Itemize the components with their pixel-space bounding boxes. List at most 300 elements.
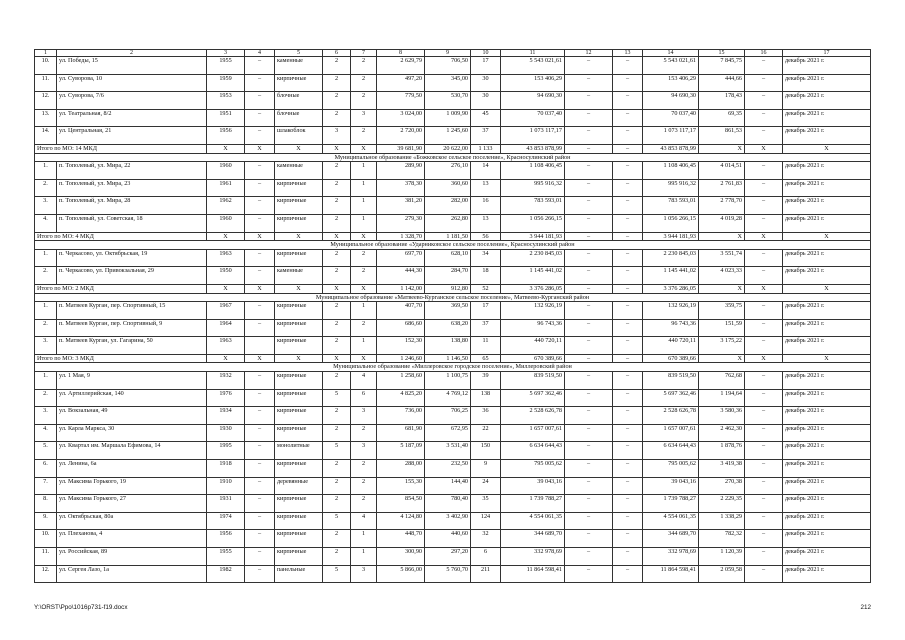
table-cell: –	[613, 162, 643, 180]
table-row	[35, 162, 871, 180]
table-cell: –	[745, 477, 783, 495]
table-cell: –	[565, 389, 613, 407]
table-cell: ул. Артиллерийская, 140	[57, 389, 207, 407]
table-cell: 4 023,33	[699, 267, 745, 285]
table-row	[35, 372, 871, 390]
table-row	[35, 267, 871, 285]
table-cell: 270,38	[699, 477, 745, 495]
table-cell: 3 531,40	[425, 442, 471, 460]
table-cell: –	[245, 495, 275, 513]
table-cell: 2	[323, 57, 351, 75]
table-cell: –	[613, 109, 643, 127]
table-cell: кирпичные	[275, 214, 323, 232]
table-cell: 5 697 362,46	[501, 389, 565, 407]
table-cell: 2.	[35, 389, 57, 407]
table-row	[35, 92, 871, 110]
total-cell: X	[275, 284, 323, 293]
table-cell: 1962	[207, 197, 245, 215]
table-cell: 795 005,62	[501, 460, 565, 478]
table-cell: –	[745, 319, 783, 337]
table-cell: –	[565, 407, 613, 425]
table-cell: 3 580,36	[699, 407, 745, 425]
table-cell: 284,70	[425, 267, 471, 285]
table-cell: 3.	[35, 407, 57, 425]
total-cell: X	[207, 232, 245, 241]
table-cell: декабрь 2021 г.	[783, 162, 871, 180]
total-cell: 1 246,60	[377, 354, 425, 363]
table-cell: 39 043,16	[643, 477, 699, 495]
table-cell: 150	[471, 442, 501, 460]
table-cell: 36	[471, 407, 501, 425]
table-cell: 9	[471, 460, 501, 478]
table-row	[35, 407, 871, 425]
table-cell: 24	[471, 477, 501, 495]
table-cell: –	[745, 92, 783, 110]
table-cell: 2	[323, 477, 351, 495]
table-cell: декабрь 2021 г.	[783, 565, 871, 583]
table-cell: 1961	[207, 179, 245, 197]
table-cell: кирпичные	[275, 197, 323, 215]
table-cell: 138,80	[425, 337, 471, 355]
table-cell: 6	[471, 548, 501, 566]
total-cell: 1 146,50	[425, 354, 471, 363]
table-cell: 2	[351, 127, 377, 145]
table-cell: 17	[471, 302, 501, 320]
table-cell: 2	[323, 179, 351, 197]
table-cell: 3	[323, 127, 351, 145]
column-number: 17	[783, 50, 871, 57]
table-cell: 1 073 117,17	[501, 127, 565, 145]
table-cell: –	[745, 495, 783, 513]
table-cell: –	[745, 389, 783, 407]
table-cell: ул. Карла Маркса, 30	[57, 424, 207, 442]
total-cell: –	[565, 284, 613, 293]
table-cell: –	[245, 127, 275, 145]
table-cell: –	[245, 267, 275, 285]
table-cell: 5.	[35, 442, 57, 460]
table-cell: –	[745, 407, 783, 425]
table-cell: 2	[351, 460, 377, 478]
table-cell: 1 120,39	[699, 548, 745, 566]
table-cell: ул. Победы, 15	[57, 57, 207, 75]
table-cell: 2	[323, 249, 351, 267]
table-cell: 96 743,36	[501, 319, 565, 337]
table-cell: п. Матвеев Курган, пер. Спортивный, 9	[57, 319, 207, 337]
table-cell: 3 024,00	[377, 109, 425, 127]
table-cell: 530,70	[425, 92, 471, 110]
table-cell: –	[613, 460, 643, 478]
table-cell: –	[565, 495, 613, 513]
table-cell: –	[745, 442, 783, 460]
table-cell: 2	[323, 92, 351, 110]
table-cell: –	[565, 319, 613, 337]
table-cell: 1.	[35, 372, 57, 390]
table-row	[35, 389, 871, 407]
table-cell: декабрь 2021 г.	[783, 389, 871, 407]
table-cell: 1982	[207, 565, 245, 583]
table-cell: –	[245, 548, 275, 566]
table-cell: 681,90	[377, 424, 425, 442]
table-cell: 288,00	[377, 460, 425, 478]
table-cell: 444,66	[699, 74, 745, 92]
table-row	[35, 249, 871, 267]
table-cell: декабрь 2021 г.	[783, 512, 871, 530]
table-cell: 13.	[35, 109, 57, 127]
table-cell: 2	[323, 372, 351, 390]
table-cell: 1959	[207, 74, 245, 92]
table-cell: 132 926,19	[643, 302, 699, 320]
total-cell: 3 376 286,05	[643, 284, 699, 293]
column-number-row	[35, 50, 871, 57]
table-cell: ул. Театральная, 8/2	[57, 109, 207, 127]
table-cell: –	[745, 372, 783, 390]
section-heading-row	[35, 363, 871, 372]
total-label: Итого по МО: 3 МКД	[35, 354, 207, 363]
table-cell: ул. Ленина, 6а	[57, 460, 207, 478]
table-cell: кирпичные	[275, 424, 323, 442]
table-cell: каменные	[275, 57, 323, 75]
table-cell: –	[565, 477, 613, 495]
total-cell: 3 376 286,05	[501, 284, 565, 293]
table-cell: 995 916,32	[501, 179, 565, 197]
table-cell: декабрь 2021 г.	[783, 302, 871, 320]
total-cell: X	[699, 284, 745, 293]
total-cell: X	[245, 284, 275, 293]
table-cell: кирпичные	[275, 302, 323, 320]
table-cell: декабрь 2021 г.	[783, 267, 871, 285]
table-cell: 795 005,62	[643, 460, 699, 478]
table-cell: 1.	[35, 249, 57, 267]
table-cell: 1 338,29	[699, 512, 745, 530]
table-cell: –	[245, 407, 275, 425]
table-cell: п. Матвеев Курган, ул. Гагарина, 50	[57, 337, 207, 355]
table-row	[35, 442, 871, 460]
table-cell: шлакоблок	[275, 127, 323, 145]
table-cell: 22	[471, 424, 501, 442]
table-cell: декабрь 2021 г.	[783, 477, 871, 495]
table-cell: 1932	[207, 372, 245, 390]
total-cell: X	[699, 144, 745, 153]
table-cell: 344 689,70	[501, 530, 565, 548]
table-row	[35, 565, 871, 583]
total-cell: –	[613, 354, 643, 363]
table-cell: –	[745, 197, 783, 215]
table-cell: 4 124,80	[377, 512, 425, 530]
table-cell: 782,32	[699, 530, 745, 548]
table-cell: 1956	[207, 530, 245, 548]
table-cell: п. Тополевый, ул. Мира, 28	[57, 197, 207, 215]
table-cell: 854,50	[377, 495, 425, 513]
table-cell: –	[565, 337, 613, 355]
table-cell: –	[613, 512, 643, 530]
total-cell: X	[323, 284, 351, 293]
table-cell: 839 519,50	[643, 372, 699, 390]
table-cell: кирпичные	[275, 179, 323, 197]
total-cell: –	[565, 144, 613, 153]
table-cell: –	[245, 302, 275, 320]
table-cell: 2	[351, 74, 377, 92]
table-cell: 4	[351, 372, 377, 390]
table-cell: 11.	[35, 74, 57, 92]
table-cell: 2.	[35, 267, 57, 285]
table-cell: –	[565, 424, 613, 442]
table-cell: 3.	[35, 337, 57, 355]
table-cell: 2	[351, 57, 377, 75]
table-cell: 1956	[207, 127, 245, 145]
table-cell: 16	[471, 197, 501, 215]
table-cell: каменные	[275, 267, 323, 285]
table-cell: –	[565, 109, 613, 127]
table-cell: –	[245, 197, 275, 215]
table-cell: кирпичные	[275, 530, 323, 548]
total-cell: X	[783, 144, 871, 153]
total-cell: X	[351, 144, 377, 153]
total-row	[35, 232, 871, 241]
table-cell: 1.	[35, 302, 57, 320]
table-cell: 39 043,16	[501, 477, 565, 495]
table-cell: декабрь 2021 г.	[783, 424, 871, 442]
table-cell: 2	[323, 267, 351, 285]
table-cell: –	[745, 74, 783, 92]
total-cell: –	[613, 284, 643, 293]
table-cell: 211	[471, 565, 501, 583]
total-cell: 52	[471, 284, 501, 293]
table-cell: –	[565, 74, 613, 92]
table-cell: –	[245, 109, 275, 127]
total-cell: X	[745, 144, 783, 153]
column-number: 15	[699, 50, 745, 57]
table-cell: 144,40	[425, 477, 471, 495]
table-cell: декабрь 2021 г.	[783, 214, 871, 232]
table-cell: –	[565, 548, 613, 566]
table-cell: –	[613, 179, 643, 197]
table-cell: 2	[323, 407, 351, 425]
table-cell: ул. Российская, 89	[57, 548, 207, 566]
table-cell: 1918	[207, 460, 245, 478]
table-cell: 4 554 061,35	[501, 512, 565, 530]
total-cell: 43 853 878,99	[501, 144, 565, 153]
table-cell: –	[613, 267, 643, 285]
table-cell: 6	[351, 389, 377, 407]
total-cell: X	[699, 232, 745, 241]
table-cell: 686,60	[377, 319, 425, 337]
table-row	[35, 424, 871, 442]
table-cell: –	[245, 179, 275, 197]
table-cell: –	[565, 267, 613, 285]
table-cell: ул. Центральная, 21	[57, 127, 207, 145]
total-cell: –	[613, 232, 643, 241]
table-cell: 1 056 266,15	[643, 214, 699, 232]
table-cell: 706,25	[425, 407, 471, 425]
table-cell: 2	[351, 249, 377, 267]
table-cell: декабрь 2021 г.	[783, 109, 871, 127]
table-cell: 1 145 441,02	[501, 267, 565, 285]
table-row	[35, 530, 871, 548]
table-cell: –	[565, 197, 613, 215]
table-cell: –	[613, 565, 643, 583]
table-cell: 697,70	[377, 249, 425, 267]
table-cell: кирпичные	[275, 460, 323, 478]
table-cell: 30	[471, 74, 501, 92]
column-number: 16	[745, 50, 783, 57]
table-cell: –	[565, 249, 613, 267]
total-cell: 3 944 181,93	[643, 232, 699, 241]
table-cell: –	[245, 319, 275, 337]
table-cell: 70 037,40	[501, 109, 565, 127]
table-cell: –	[613, 92, 643, 110]
table-cell: 1 108 406,45	[643, 162, 699, 180]
table-cell: деревянные	[275, 477, 323, 495]
table-cell: 1955	[207, 548, 245, 566]
total-cell: 3 944 181,93	[501, 232, 565, 241]
table-cell: –	[745, 214, 783, 232]
table-cell: 381,20	[377, 197, 425, 215]
table-cell: –	[245, 530, 275, 548]
table-cell: 6.	[35, 460, 57, 478]
table-cell: –	[613, 249, 643, 267]
table-row	[35, 512, 871, 530]
table-cell: 3	[351, 565, 377, 583]
total-cell: X	[245, 144, 275, 153]
table-cell: –	[613, 407, 643, 425]
table-cell: 4 014,51	[699, 162, 745, 180]
table-cell: 94 690,30	[643, 92, 699, 110]
total-cell: –	[565, 354, 613, 363]
table-cell: 7 845,75	[699, 57, 745, 75]
table-cell: п. Черкасово, ул. Привокзальная, 29	[57, 267, 207, 285]
table-cell: 360,60	[425, 179, 471, 197]
total-cell: X	[745, 284, 783, 293]
table-cell: –	[745, 337, 783, 355]
table-cell: 10.	[35, 530, 57, 548]
table-cell: 151,59	[699, 319, 745, 337]
table-cell: 1 245,60	[425, 127, 471, 145]
table-cell: 861,53	[699, 127, 745, 145]
column-number: 7	[351, 50, 377, 57]
table-cell: 345,00	[425, 74, 471, 92]
table-cell: монолитные	[275, 442, 323, 460]
table-cell: 4.	[35, 424, 57, 442]
table-cell: кирпичные	[275, 407, 323, 425]
table-cell: –	[613, 477, 643, 495]
table-cell: –	[613, 442, 643, 460]
table-cell: кирпичные	[275, 512, 323, 530]
table-cell: 18	[471, 267, 501, 285]
table-cell: 5 697 362,46	[643, 389, 699, 407]
table-cell: 13	[471, 214, 501, 232]
total-cell: 1 328,70	[377, 232, 425, 241]
table-cell: кирпичные	[275, 548, 323, 566]
table-cell: 3	[351, 442, 377, 460]
table-cell: 12.	[35, 565, 57, 583]
table-cell: 282,00	[425, 197, 471, 215]
table-cell: 440 720,11	[643, 337, 699, 355]
table-cell: ул. Суворова, 7/6	[57, 92, 207, 110]
table-row	[35, 548, 871, 566]
total-cell: X	[745, 232, 783, 241]
table-row	[35, 319, 871, 337]
table-cell: 672,95	[425, 424, 471, 442]
table-cell: –	[565, 460, 613, 478]
table-cell: 153 406,29	[643, 74, 699, 92]
table-cell: –	[245, 372, 275, 390]
table-cell: 3 551,74	[699, 249, 745, 267]
column-number: 4	[245, 50, 275, 57]
table-cell: 2	[323, 162, 351, 180]
table-cell: –	[245, 442, 275, 460]
table-cell: 2	[323, 197, 351, 215]
section-heading-row	[35, 241, 871, 250]
total-cell: X	[275, 144, 323, 153]
table-cell: –	[745, 249, 783, 267]
table-cell: –	[565, 565, 613, 583]
table-row	[35, 477, 871, 495]
table-cell: –	[613, 424, 643, 442]
table-cell: 2	[323, 530, 351, 548]
table-cell: 1	[351, 197, 377, 215]
table-cell: –	[613, 389, 643, 407]
table-cell: –	[565, 92, 613, 110]
total-cell: 56	[471, 232, 501, 241]
table-cell: –	[745, 424, 783, 442]
table-cell: 2	[323, 319, 351, 337]
table-cell: 152,30	[377, 337, 425, 355]
table-cell: 5	[323, 389, 351, 407]
table-cell: –	[613, 548, 643, 566]
table-cell: ул. 1 Мая, 9	[57, 372, 207, 390]
table-cell: 3.	[35, 197, 57, 215]
table-cell: 1.	[35, 162, 57, 180]
column-number: 2	[57, 50, 207, 57]
column-number: 14	[643, 50, 699, 57]
table-cell: 279,30	[377, 214, 425, 232]
table-cell: 2	[323, 74, 351, 92]
total-cell: 1 181,50	[425, 232, 471, 241]
table-cell: –	[245, 389, 275, 407]
total-cell: X	[323, 232, 351, 241]
table-cell: 2	[323, 109, 351, 127]
table-cell: –	[245, 92, 275, 110]
total-cell: 670 389,66	[501, 354, 565, 363]
table-cell: 1 657 007,61	[643, 424, 699, 442]
table-cell: –	[245, 162, 275, 180]
table-cell: 448,70	[377, 530, 425, 548]
table-cell: 1950	[207, 267, 245, 285]
table-cell: декабрь 2021 г.	[783, 548, 871, 566]
table-cell: 2 528 626,78	[643, 407, 699, 425]
table-cell: 995 916,32	[643, 179, 699, 197]
table-row	[35, 302, 871, 320]
table-cell: 2 761,83	[699, 179, 745, 197]
table-cell: –	[565, 512, 613, 530]
table-cell: 2	[351, 319, 377, 337]
total-cell: X	[323, 144, 351, 153]
table-cell: 440 720,11	[501, 337, 565, 355]
table-cell: 2	[351, 92, 377, 110]
table-cell: –	[613, 57, 643, 75]
table-cell: –	[565, 57, 613, 75]
table-cell: 232,50	[425, 460, 471, 478]
table-cell: –	[245, 249, 275, 267]
table-cell: 155,30	[377, 477, 425, 495]
table-cell: 497,20	[377, 74, 425, 92]
total-cell: X	[351, 232, 377, 241]
table-cell: 138	[471, 389, 501, 407]
table-cell: кирпичные	[275, 74, 323, 92]
total-cell: X	[783, 284, 871, 293]
table-cell: 1995	[207, 442, 245, 460]
total-cell: X	[245, 354, 275, 363]
